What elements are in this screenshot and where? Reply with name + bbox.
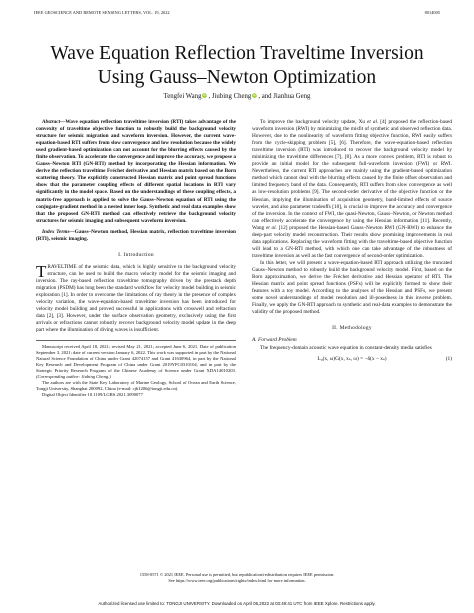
- author-3: , and Jianhua Geng: [258, 93, 311, 100]
- abstract-text: —Wave equation reflection traveltime inversion (RTI) takes advantage of the convexity of traveltime objective function to robustly build the background velocity structure for seismic migration and waveform inversion. However, the current wave-equation-based RTI suffers from slow convergence and low resolution because the widely used gradient-based optimization can not account for the blurring effects caused by the finite observation. To accelerate the convergence and improve the accuracy, we propose a Gauss–Newton RTI (GN-RTI) method by incorporating the Hessian information. We derive the reflection traveltime Fréchet derivative and Hessian matrix based on the Born scattering theory. The explicitly constructed Hessian matrix and point spread functions show that the parameter coupling effects of different spatial locations in RTI vary significantly in the model space. Based on the understandings of these coupling effects, a matrix-free approach is applied to solve the Gauss–Newton equation of RTI using the conjugate-gradient method in a nested inner loop. Synthetic and real data examples show that the proposed GN-RTI method can effectively retrieve the background velocity structures for seismic imaging and subsequent waveform inversion.: [36, 119, 236, 224]
- footnote-corresponding: (Corresponding author: Jiubing Cheng.): [36, 373, 111, 379]
- drop-cap: T: [36, 261, 47, 281]
- equation-body: L₀(x, ω)G(x, xₛ, ω) = −δ(x − xₛ): [317, 356, 387, 363]
- index-terms-text: —Gauss–Newton method, Hessian matrix, reflection traveltime inversion (RTI), seismic imaging.: [36, 228, 236, 242]
- running-header: [34, 10, 440, 18]
- equation-number: (1): [445, 356, 452, 363]
- intro-text: of the seismic data, which is highly sensitive to the background velocity structure, can be used to build the macro velocity model for the seismic imaging and inversion. The ray-based reflection traveltime tomography driven by the prestack depth migration (PSDM) has long been the standard workflow for velocity model building in seismic exploration [1]. In order to overcome the limitations of ray theory in the presence of complex velocity variation, the wave-equation-based traveltime inversion has been introduced for velocity model building and proved successful in applications with crosswell and refraction data [2], [3]. However, under the surface observation geometry, exclusively using the first arrivals or refractions cannot robustly recover background velocity model update in the deep part where the illumination of diving waves is insufficient.: [36, 263, 236, 334]
- footnote-manuscript: [36, 344, 236, 379]
- section-heading-methodology: II. Methodology: [332, 325, 372, 332]
- author-list: [20, 93, 454, 100]
- author-separator: ,: [208, 93, 212, 100]
- rights-line[interactable]: See https://www.ieee.org/publications/rights/index.html for more information.: [168, 577, 306, 583]
- paper-title: [20, 42, 454, 90]
- footnote-affiliation: The authors are with the State Key Laboratory of Marine Geology, School of Ocean and Earth Science, Tongji University, Shanghai 200092, China (e-mail: cjb1206@tongji.edu.cn).: [36, 379, 236, 391]
- orcid-icon[interactable]: iD: [253, 93, 257, 97]
- equation-1: [252, 356, 452, 363]
- p1-part-b: [4] proposed the reflection-based waveform inversion (RWI) by minimizing the misfit of synthetic and observed reflection data. However, due to the nonlinearity of waveform fitting objective function, RWI easily suffers from the cycle-skipping problem [5], [6]. Therefore, the wave-equation-based reflection traveltime inversion (RTI) was introduced to recover the background velocity model by minimizing the traveltime differences [7], [8]. As a more convex problem, RTI is robust to provide an initial model for the subsequent full-waveform inversion (FWI) or RWI. Nevertheless, the current RTI approaches are mainly using the gradient-based optimization method which cannot deal with the blurring effects caused by the finite offset observation and limited frequency band of the data. Consequently, RTI suffers from slow convergence as well as low-resolution problems [9]. The second-order derivative of the objective function or the Hessian, implying the illumination of acquisition geometry, band-limited effects of source wavelet, and also parameter tradeoffs [10], is crucial to improve the accuracy and convergence of the inversion. In the context of FWI, the quasi-Newton, Gauss–Newton, or Newton method can effectively accelerate the convergence by using the Hessian information [11]. Recently, Wang: [252, 119, 452, 231]
- article-number: 8014005: [424, 10, 440, 15]
- right-paragraph-3: The frequency-domain acoustic wave equation in constant-density media satisfies: [260, 345, 432, 352]
- author-1: Tengfei Wang: [163, 93, 202, 100]
- index-terms: [36, 229, 236, 243]
- footnote-block: [36, 340, 236, 397]
- footnote-doi[interactable]: Digital Object Identifier 10.1109/LGRS.2021.3090077: [42, 391, 143, 397]
- abstract-label: Abstract: [42, 119, 61, 125]
- left-column: [36, 119, 236, 397]
- intro-paragraph: [36, 261, 236, 334]
- author-2: Jiubing Cheng: [211, 93, 252, 100]
- orcid-icon[interactable]: iD: [203, 93, 207, 97]
- right-paragraph-2: In this letter, we will present a wave-equation-based RTI approach utilizing the truncated Gauss–Newton method to robustly build the background velocity model. First, based on the Born approximation, we derive the Fréchet derivative and Hessian operator of RTI. The Hessian matrix and point spread functions (PSFs) will be explicitly formed to show their features with a toy model. According to the analyses of the Hessian and PSFs, we present some novel understandings of model resolution and ill-posedness in this inverse problem. Finally, we apply the GN-RTI approach to synthetic and real-data examples to demonstrate the validity of the proposed method.: [252, 259, 452, 316]
- license-footer: Authorized licensed use limited to: TONGJI UNIVERSITY. Downloaded on April 06,2022 at 03:49:41 UTC from IEEE Xplore. Restrictions apply.: [98, 601, 376, 606]
- p1-etal: et al.: [367, 119, 379, 125]
- p1-part-a: To improve the background velocity update, Xu: [260, 119, 368, 125]
- title-line-1: Wave Equation Reflection Traveltime Inversion: [50, 43, 424, 64]
- right-column: [252, 119, 452, 368]
- right-paragraph-1: [252, 119, 452, 260]
- index-terms-label: Index Terms: [42, 228, 70, 235]
- subsection-heading-forward-problem: A. Forward Problem: [252, 337, 297, 344]
- title-line-2: Using Gauss–Newton Optimization: [97, 67, 377, 88]
- p1-etal-2: et al.: [265, 224, 277, 231]
- section-heading-introduction: I. Introduction: [118, 251, 154, 258]
- copyright-footer: [36, 572, 438, 583]
- journal-name: IEEE GEOSCIENCE AND REMOTE SENSING LETTERS, VOL. 19, 2022: [34, 10, 170, 15]
- abstract: [36, 119, 236, 225]
- issn-line: 1558-0571 © 2021 IEEE. Personal use is permitted, but republication/redistribution requires IEEE permission.: [139, 572, 335, 577]
- p1-part-c: [12] proposed the Hessian-based Gauss–Newton RWI (GN-RWI) to enhance the deep-part velocity model reconstruction. Their results show promising improvements in real data applications. Replacing the waveform fitting with the traveltime-based objective function will lead to a GN-RTI method, with which one can take advantage of the robustness of traveltime inversion as well as the fast convergence of second-order optimization.: [252, 224, 452, 259]
- footnote-manuscript-text: Manuscript received April 18, 2021; revised May 21, 2021; accepted June 6, 2021. Date of publication September 3, 2021; date of current version January 6, 2022. This work was supported in part by the National Natural Science Foundation of China under Grant 42074157 and Grant 41630964, in part by the National Key Research and Development Program of China under Grant 2019YFC0310104, and in part by the Strategic Priority Research Program of the Chinese Academy of Science under Grant XDA14010203.: [36, 344, 236, 373]
- intro-lead-word: RAVELTIME: [47, 263, 77, 270]
